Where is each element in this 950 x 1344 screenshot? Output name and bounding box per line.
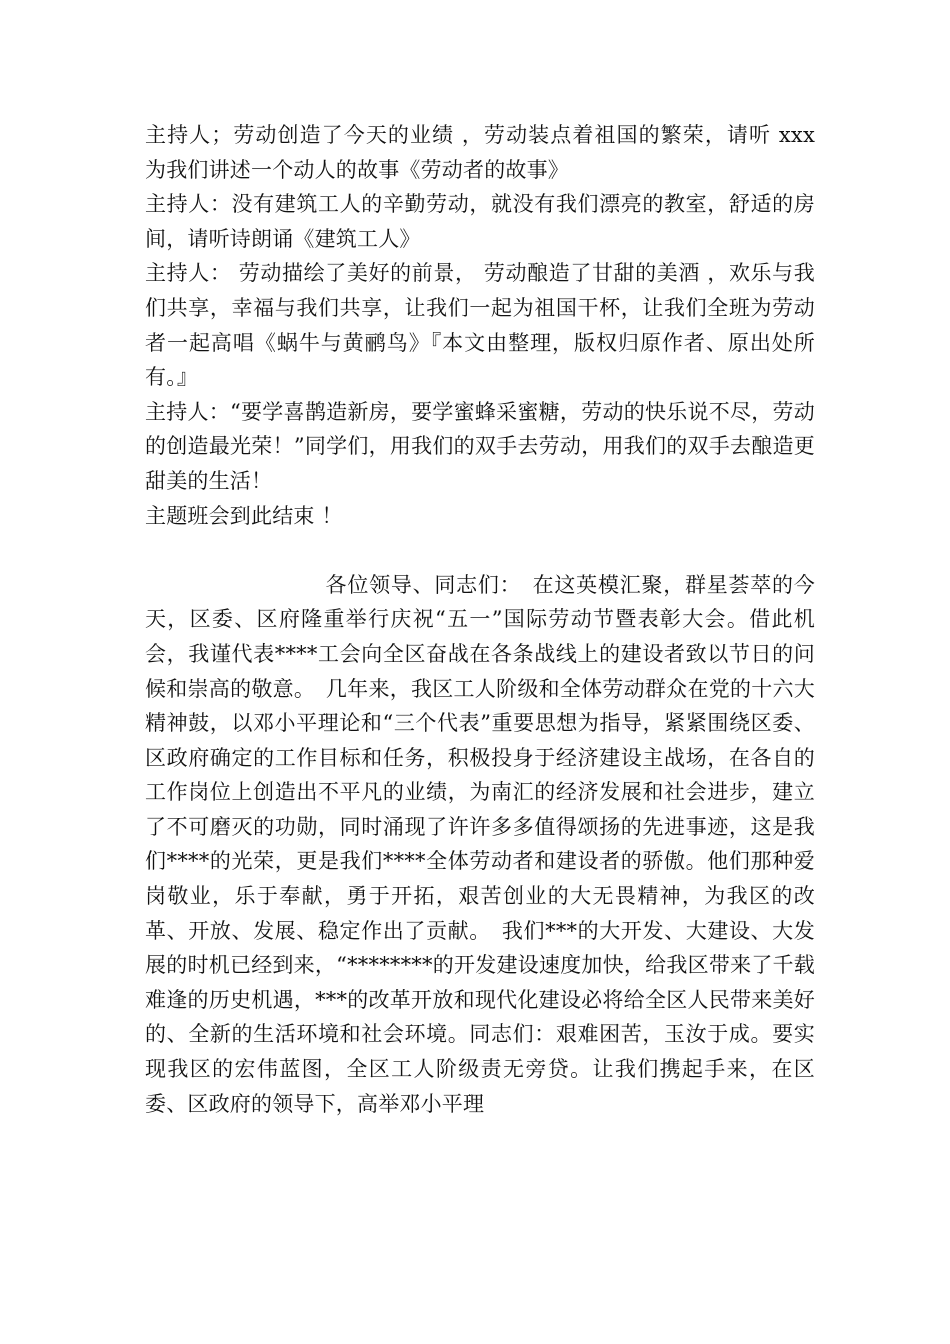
host-paragraph-2: 主持人：没有建筑工人的辛勤劳动，就没有我们漂亮的教室，舒适的房间，请听诗朗诵《建筑工人》 [145, 192, 815, 251]
host-paragraph-1: 主持人；劳动创造了今天的业绩 ，劳动装点着祖国的繁荣，请听 xxx 为我们讲述一个动人的故事《劳动者的故事》 [145, 123, 815, 182]
blank-line [145, 533, 815, 568]
host-paragraph-3: 主持人： 劳动描绘了美好的前景， 劳动酿造了甘甜的美酒 ，欢乐与我们共享，幸福与我们共享，让我们一起为祖国干杯，让我们全班为劳动者一起高唱《蜗牛与黄鹂鸟》『本文由整理，版权归原作者、原出处所有。』 [145, 261, 815, 390]
closing-line: 主题班会到此结束 ！ [145, 503, 343, 528]
speech-paragraph [145, 568, 815, 1122]
speech-text: 各位领导、同志们： 在这英模汇聚，群星荟萃的今天，区委、区府隆重举行庆祝“五一”国际劳动节暨表彰大会。借此机会，我谨代表****工会向全区奋战在各条战线上的建设者致以节日的问候和崇高的敬意。 几年来，我区工人阶级和全体劳动群众在党的十六大精神鼓，以邓小平理论和“三个代表”重要思想为指导，紧紧围绕区委、区政府确定的工作目标和任务，积极投身于经济建设主战场，在各自的工作岗位上创造出不平凡的业绩，为南汇的经济发展和社会进步，建立了不可磨灭的功勋，同时涌现了许许多多值得颂扬的先进事迹，这是我们****的光荣，更是我们****全体劳动者和建设者的骄傲。他们那种爱岗敬业，乐于奉献，勇于开拓，艰苦创业的大无畏精神，为我区的改革、开放、发展、稳定作出了贡献。 我们***的大开发、大建设、大发展的时机已经到来，“********的开发建设速度加快，给我区带来了千载难逢的历史机遇，***的改革开放和现代化建设必将给全区人民带来美好的、全新的生活环境和社会环境。同志们：艰难困苦，玉汝于成。要实现我区的宏伟蓝图，全区工人阶级责无旁贷。让我们携起手来，在区委、区政府的领导下，高举邓小平理 [145, 572, 815, 1116]
document-body [145, 118, 815, 1121]
host-paragraph-4: 主持人：“要学喜鹊造新房，要学蜜蜂采蜜糖，劳动的快乐说不尽，劳动的创造最光荣！”同学们，用我们的双手去劳动，用我们的双手去酿造更甜美的生活！ [145, 399, 815, 493]
